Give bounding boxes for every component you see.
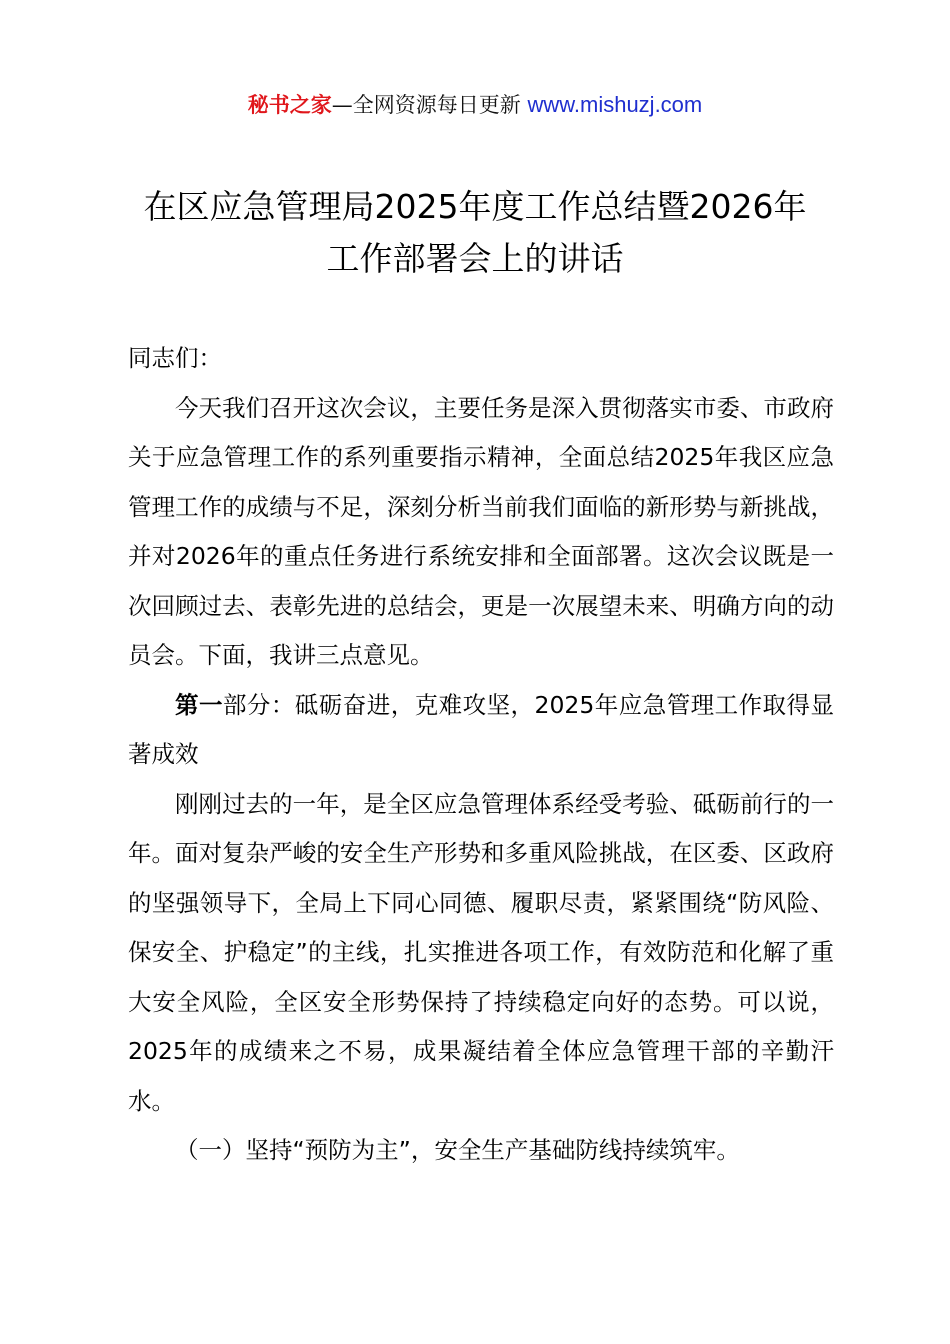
document-title bbox=[110, 181, 840, 285]
header-tagline: —全网资源每日更新 bbox=[331, 93, 521, 117]
section-heading-1 bbox=[128, 681, 834, 780]
brand-name: 秘书之家 bbox=[247, 93, 332, 117]
title-line-2: 工作部署会上的讲话 bbox=[326, 239, 624, 278]
title-line-1: 在区应急管理局2025年度工作总结暨2026年 bbox=[143, 187, 807, 226]
section-heading-prefix: 第一 bbox=[175, 690, 223, 719]
site-url[interactable]: www.mishuzj.com bbox=[527, 92, 703, 117]
salutation: 同志们： bbox=[128, 344, 222, 372]
paragraph-intro: 今天我们召开这次会议，主要任务是深入贯彻落实市委、市政府关于应急管理工作的系列重要指示精神，全面总结2025年我区应急管理工作的成绩与不足，深刻分析当前我们面临的新形势与新挑战，并对2026年的重点任务进行系统安排和全面部署。这次会议既是一次回顾过去、表彰先进的总结会，更是一次展望未来、明确方向的动员会。下面，我讲三点意见。 bbox=[128, 393, 834, 669]
paragraph-review: 刚刚过去的一年，是全区应急管理体系经受考验、砥砺前行的一年。面对复杂严峻的安全生产形势和多重风险挑战，在区委、区政府的坚强领导下，全局上下同心同德、履职尽责，紧紧围绕“防风险、保安全、护稳定”的主线，扎实推进各项工作，有效防范和化解了重大安全风险，全区安全形势保持了持续稳定向好的态势。可以说，2025年的成绩来之不易，成果凝结着全体应急管理干部的辛勤汗水。 bbox=[128, 789, 834, 1115]
subsection-heading-1: （一）坚持“预防为主”，安全生产基础防线持续筑牢。 bbox=[175, 1136, 740, 1164]
site-header bbox=[0, 88, 950, 122]
document-body bbox=[128, 334, 834, 1176]
section-heading-text: 部分：砥砺奋进，克难攻坚，2025年应急管理工作取得显著成效 bbox=[128, 690, 834, 768]
